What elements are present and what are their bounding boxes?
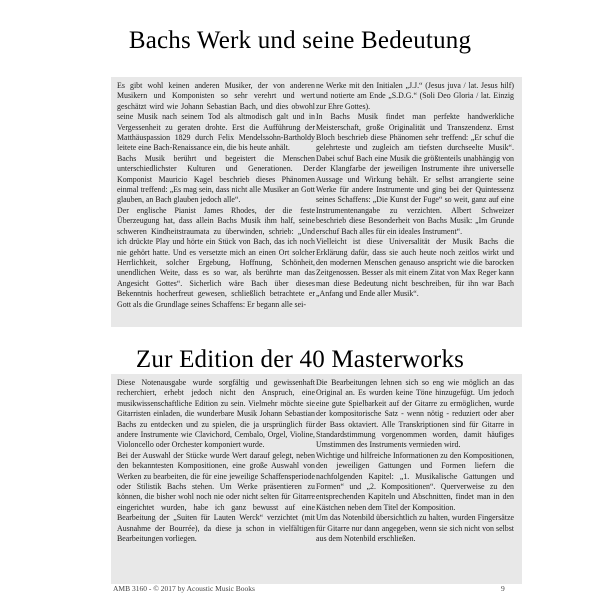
paragraph: Bei der Auswahl der Stücke wurde Wert darauf gelegt, neben den bekanntesten Kompositionen, eine große Auswahl von Werken zu bearbeiten, die für eine jeweilige Schaffensperiode oder Stilistik Bachs stehen. Um Werke präsentieren zu können, die bisher wohl noch nie oder nicht selten für Gitarre eingerichtet wurden, habe ich ganz bewusst auf eine Bearbeitung der „Suiten für Lauten Werck“ verzichtet (mit Ausnahme der Bourrée), da diese ja schon in vielfältigen Bearbeitungen vorliegen.	[117, 450, 315, 544]
footer-copyright: AMB 3160 - © 2017 by Acoustic Music Books	[113, 584, 255, 593]
paragraph: In Bachs Musik findet man perfekte handwerkliche Meisterschaft, große Originalität und Transzendenz. Ernst Bloch beschrieb diese Phänomen sehr treffend: „Er schuf die gelehrteste und zugleich am tiefsten durchseelte Musik“. Dabei schuf Bach eine Musik die größtenteils unabhängig von der Klangfarbe der jeweiligen Instrumente ihre universelle Aussage und Wirkung behält. Er selbst arrangierte seine Werke für andere Instrumente und ging bei der Quintessenz seines Schaffens: „Die Kunst der Fuge“ so weit, ganz auf eine Instrumentenangabe zu verzichten. Albert Schweizer beschrieb diese Besonderheit von Bachs Musik: „Im Grunde erschuf Bach alles für ein ideales Instrument“.	[316, 112, 514, 236]
text-column-right	[316, 81, 514, 300]
text-column-right	[316, 378, 514, 545]
page-number: 9	[501, 584, 505, 593]
section-title-edition: Zur Edition der 40 Masterworks	[135, 346, 465, 373]
section-title-bach-work: Bachs Werk und seine Bedeutung	[128, 27, 472, 54]
paragraph: Bachs Musik berührt und begeistert die Menschen unterschiedlichster Kulturen und Generationen. Der Komponist Mauricio Kagel beschrieb dieses Phänomen einmal treffend: „Es mag sein, dass nicht alle Musiker an Gott glauben, an Bach glauben jedoch alle“.	[117, 153, 315, 205]
paragraph: Die Bearbeitungen lehnen sich so eng wie möglich an das Original an. Es wurden keine Töne hinzugefügt. Um jedoch eine gute Spielbarkeit auf der Gitarre zu ermöglichen, wurde der kompositorische Satz - wenn nötig - reduziert oder aber der Bass oktaviert. Alle Transkriptionen sind für Gitarre in Standardstimmung vorgenommen worden, damit häufiges Umstimmen des Instruments vermieden wird.	[316, 378, 514, 450]
paragraph: Um das Notenbild übersichtlich zu halten, wurden Fingersätze für Gitarre nur dann angegeben, wenn sie sich nicht von selbst aus dem Notenbild erschließen.	[316, 513, 514, 544]
paragraph: ne Werke mit den Initialen „J.J.“ (Jesus juva / lat. Jesus hilf) und notierte am Ende „S.D.G.“ (Soli Deo Gloria / lat. Einzig zur Ehre Gottes).	[316, 81, 514, 111]
text-column-left	[117, 81, 315, 310]
text-box-bach-work	[111, 77, 522, 327]
paragraph: Der englische Pianist James Rhodes, der die feste Überzeugung hat, dass allein Bachs Musik ihm half, seine schweren Kindheitstraumata zu überwinden, schrieb: „Und ich drückte Play und hörte ein Stück von Bach, das ich noch nie gehört hatte. Und es versetzte mich an einen Ort solcher Herrlichkeit, solcher Ergebung, Hoffnung, Schönheit, unendlichen Weite, dass es so war, als berührte man das Angesicht Gottes“. Sicherlich wäre Bach über dieses Bekenntnis hocherfreut gewesen, schließlich betrachtete er Gott als die Grundlage seines Schaffens: Er begann alle sei-	[117, 205, 315, 309]
text-box-edition	[111, 374, 522, 584]
paragraph: Diese Notenausgabe wurde sorgfältig und gewissenhaft recherchiert, erhebt jedoch nicht den Anspruch, eine musikwissenschaftliche Edition zu sein. Vielmehr möchte sie Gitarristen einladen, die wunderbare Musik Johann Sebastian Bachs zu entdecken und zu spielen, die ja ursprünglich für andere Instrumente wie Clavichord, Cembalo, Orgel, Violine, Violoncello oder Orchester komponiert wurde.	[117, 378, 315, 450]
paragraph: Wichtige und hilfreiche Informationen zu den Kompositionen, den jeweiligen Gattungen und Formen liefern die nachfolgenden Kapitel: „1. Musikalische Gattungen und Formen“ und „2. Kompositionen“. Querverweise zu den entsprechenden Kapiteln und Abschnitten, findet man in den Kästchen neben dem Titel der Komposition.	[316, 450, 514, 512]
text-column-left	[117, 378, 315, 545]
paragraph: Es gibt wohl keinen anderen Musiker, der von anderen Musikern und Komponisten so sehr verehrt und wert geschätzt wird wie Johann Sebastian Bach, und dies obwohl seine Musik nach seinem Tod als altmodisch galt und in Vergessenheit zu geraten drohte. Erst die Aufführung der Matthäuspassion 1829 durch Felix Mendelssohn-Bartholdy leitete eine Bach-Renaissance ein, die bis heute anhält.	[117, 81, 315, 153]
paragraph: Vielleicht ist diese Universalität der Musik Bachs die Erklärung dafür, dass sie auch heute noch zeitlos wirkt und den modernen Menschen genauso anspricht wie die barocken Zeitgenossen. Besser als mit einem Zitat von Max Reger kann man diese Bedeutung nicht beschreiben, für ihn war Bach „Anfang und Ende aller Musik“.	[316, 237, 514, 299]
